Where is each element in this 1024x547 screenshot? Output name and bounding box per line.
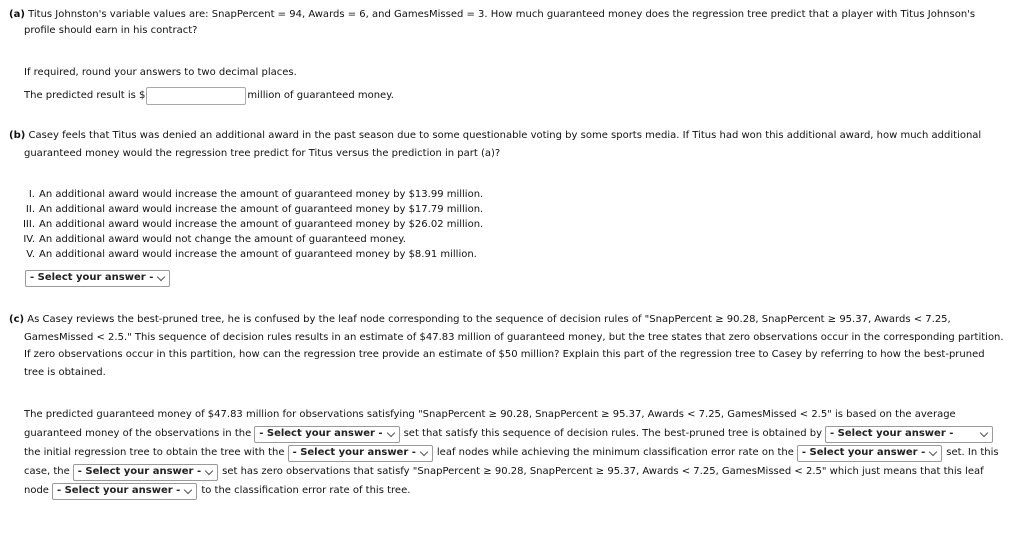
part-b-question-line1 [9, 129, 981, 143]
part-a-question-line1 [9, 8, 975, 22]
answer-text: case, the [24, 466, 70, 477]
select-label: - Select your answer - [292, 447, 416, 458]
select-label: - Select your answer - [801, 447, 926, 458]
option-text: An additional award would increase the amount of guaranteed money by $13.99 million. [39, 189, 484, 200]
answer-text: set has zero observations that satisfy "SnapPercent ≥ 90.28, SnapPercent ≥ 95.37, Awards < 7.25, GamesMissed < 2.5" which just means that this leaf [222, 466, 984, 477]
answer-text: the initial regression tree to obtain the tree with the [24, 447, 285, 458]
part-a-label: (a) [9, 9, 25, 20]
select-label: - Select your answer - [830, 428, 954, 439]
select-label: - Select your answer - [77, 466, 202, 477]
part-c-question-text: As Casey reviews the best-pruned tree, he is confused by the leaf node corresponding to the sequence of decision rules of "SnapPercent ≥ 90.28, SnapPercent ≥ 95.37, Awards < 7.25, [27, 314, 951, 325]
option-text: An additional award would increase the amount of guaranteed money by $8.91 million. [39, 249, 477, 260]
part-c-select-3[interactable] [288, 445, 433, 462]
part-b-option-4 [5, 233, 406, 247]
part-b-question-line2: guaranteed money would the regression tree predict for Titus versus the prediction in part (a)? [24, 148, 501, 159]
answer-text: set that satisfy this sequence of decision rules. The best-pruned tree is obtained by [403, 428, 823, 439]
option-numeral: III. [22, 219, 35, 230]
chevron-down-icon [929, 449, 938, 458]
part-c-select-6[interactable] [52, 483, 197, 500]
part-c-question-line2: GamesMissed < 2.5." This sequence of decision rules results in an estimate of $47.83 million of guaranteed money, but the tree states that zero observations occur in the corresponding partition. [24, 332, 1004, 343]
part-c-question-line4: tree is obtained. [24, 367, 106, 378]
option-text: An additional award would not change the amount of guaranteed money. [39, 234, 406, 245]
part-c-select-5[interactable] [73, 464, 218, 481]
option-text: An additional award would increase the amount of guaranteed money by $17.79 million. [39, 204, 484, 215]
part-c-answer-line4 [24, 462, 984, 482]
chevron-down-icon [980, 430, 989, 439]
part-c-question-line1 [9, 313, 951, 327]
part-a-answer-row [24, 86, 394, 106]
part-c-select-1[interactable] [254, 426, 399, 443]
part-c-question-line3: If zero observations occur in this partition, how can the regression tree provide an estimate of $50 million? Explain this part of the regression tree to Casey by referring to how the best-pruned [24, 349, 985, 360]
part-a-answer-suffix: million of guaranteed money. [247, 90, 394, 101]
part-a-answer-input[interactable] [146, 87, 246, 105]
chevron-down-icon [205, 468, 214, 477]
option-numeral: V. [26, 249, 35, 260]
part-b-label: (b) [9, 130, 26, 141]
option-numeral: IV. [23, 234, 35, 245]
part-a-question-text: Titus Johnston's variable values are: SnapPercent = 94, Awards = 6, and GamesMissed = 3. How much guaranteed money does the regression tree predict that a player with Titus Johnson's [28, 9, 976, 20]
part-b-select-row [24, 268, 171, 288]
part-c-answer-line2 [24, 424, 994, 444]
part-b-option-3 [5, 218, 483, 232]
select-label: - Select your answer - [56, 485, 181, 496]
part-b-option-1 [5, 188, 483, 202]
answer-text: guaranteed money of the observations in the [24, 428, 252, 439]
part-b-question-text: Casey feels that Titus was denied an additional award in the past season due to some questionable voting by some sports media. If Titus had won this additional award, how much additional [28, 130, 982, 141]
select-label: - Select your answer - [259, 428, 383, 439]
part-b-option-2 [5, 203, 483, 217]
answer-text: to the classification error rate of this tree. [201, 485, 411, 496]
part-a-question-line2: profile should earn in his contract? [24, 25, 198, 36]
chevron-down-icon [157, 274, 166, 283]
part-b-option-5 [5, 248, 477, 262]
chevron-down-icon [420, 449, 429, 458]
part-c-answer-line1: The predicted guaranteed money of $47.83 million for observations satisfying "SnapPercent ≥ 90.28, SnapPercent ≥ 95.37, Awards < 7.25, GamesMissed < 2.5" is based on the average [24, 409, 956, 420]
chevron-down-icon [184, 487, 193, 496]
part-a-instruction: If required, round your answers to two decimal places. [24, 67, 297, 78]
select-label: - Select your answer - [30, 272, 154, 283]
chevron-down-icon [387, 430, 396, 439]
part-c-select-2[interactable] [825, 426, 993, 443]
part-b-answer-select[interactable] [25, 270, 170, 287]
part-c-answer-line5 [24, 481, 410, 501]
option-numeral: II. [25, 204, 35, 215]
part-c-answer-line3 [24, 443, 999, 463]
option-text: An additional award would increase the amount of guaranteed money by $26.02 million. [39, 219, 484, 230]
part-c-label: (c) [9, 314, 25, 325]
answer-text: node [24, 485, 49, 496]
part-c-select-4[interactable] [797, 445, 942, 462]
option-numeral: I. [28, 189, 35, 200]
answer-text: leaf nodes while achieving the minimum classification error rate on the [436, 447, 794, 458]
answer-text: set. In this [946, 447, 999, 458]
part-a-answer-prefix: The predicted result is $ [24, 90, 146, 101]
